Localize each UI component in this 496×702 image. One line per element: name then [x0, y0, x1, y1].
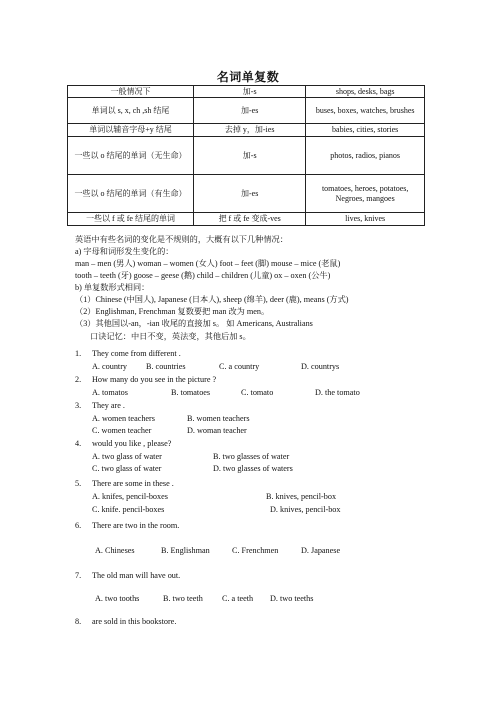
table-cell: 单词以 s, x, ch ,sh 结尾: [68, 98, 194, 124]
question-option: D. countrys: [301, 362, 340, 371]
question-option: D. knives, pencil-box: [270, 505, 341, 514]
question-option: B. two glasses of water: [213, 452, 290, 461]
question-option: C. tomato: [241, 388, 274, 397]
notes-mnemonic: 口诀记忆：中日不变，英法变，其他后加 s。: [90, 332, 251, 341]
question-stem: They come from different .: [92, 349, 181, 358]
question-number: 3.: [75, 401, 82, 410]
notes-section-b: b) 单复数形式相同：: [75, 283, 150, 292]
question-option: C. knife. pencil-boxes: [92, 505, 165, 514]
plural-rules-table: [67, 85, 425, 226]
question-option: C. Frenchmen: [232, 546, 279, 555]
question-option: C. women teacher: [92, 426, 152, 435]
question-stem: How many do you see in the picture ?: [92, 375, 217, 384]
table-cell: photos, radios, pianos: [306, 137, 425, 175]
question-option: D. the tomato: [315, 388, 360, 397]
question-stem: The old man will have out.: [92, 571, 181, 580]
question-option: D. two teeths: [270, 594, 314, 603]
table-cell: 一般情况下: [68, 86, 194, 98]
question-option: A. two tooths: [95, 594, 140, 603]
page-title: 名词单复数: [216, 70, 280, 84]
table-cell: 单词以辅音字母+y 结尾: [68, 124, 194, 137]
notes-line: （3）其他国以-an，-ian 收尾的直接加 s。 如 Americans, Australians: [75, 319, 313, 328]
table-cell: shops, desks, bags: [306, 86, 425, 98]
table-cell: babies, cities, stories: [306, 124, 425, 137]
question-number: 5.: [75, 479, 82, 488]
question-option: A. tomatos: [92, 388, 128, 397]
table-cell: 一些以 o 结尾的单词（有生命）: [68, 175, 194, 213]
question-option: C. a country: [219, 362, 260, 371]
question-option: C. a teeth: [222, 594, 254, 603]
question-option: B. two teeth: [163, 594, 203, 603]
table-cell: 加-s: [194, 86, 306, 98]
table-cell: 一些以 o 结尾的单词（无生命）: [68, 137, 194, 175]
question-stem: would you like , please?: [92, 439, 172, 448]
question-stem: They are .: [92, 401, 125, 410]
question-option: A. two glass of water: [92, 452, 162, 461]
question-option: B. tomatoes: [171, 388, 211, 397]
question-number: 2.: [75, 375, 82, 384]
question-option: B. Englishman: [161, 546, 210, 555]
question-number: 1.: [75, 349, 82, 358]
notes-line: （2）Englishman, Frenchman 复数要把 man 改为 men。: [75, 307, 270, 316]
question-number: 6.: [75, 521, 82, 530]
table-row: [68, 213, 425, 226]
table-row: [68, 86, 425, 98]
question-option: A. Chineses: [95, 546, 135, 555]
table-cell: 加-es: [194, 175, 306, 213]
question-stem: There are two in the room.: [92, 521, 180, 530]
question-stem: are sold in this bookstore.: [92, 617, 177, 626]
question-option: B. women teachers: [187, 414, 250, 423]
question-option: A. knifes, pencil-boxes: [92, 492, 168, 501]
question-option: D. Japanese: [301, 546, 341, 555]
question-option: D. woman teacher: [187, 426, 247, 435]
question-number: 8.: [75, 617, 82, 626]
notes-line: man – men (男人) woman – women (女人) foot – feet (脚) mouse – mice (老鼠): [75, 259, 341, 268]
notes-section-a: a) 字母和词形发生变化的：: [75, 247, 174, 256]
table-row: [68, 124, 425, 137]
table-cell: tomatoes, heroes, potatoes, Negroes, mangoes: [306, 175, 425, 213]
table-cell: 去掉 y，加-ies: [194, 124, 306, 137]
question-option: C. two glass of water: [92, 464, 162, 473]
notes-intro: 英语中有些名词的变化是不规则的，大概有以下几种情况：: [75, 235, 288, 244]
question-option: D. two glasses of waters: [213, 464, 293, 473]
table-row: [68, 137, 425, 175]
table-row: [68, 175, 425, 213]
table-cell: 加-es: [194, 98, 306, 124]
question-number: 4.: [75, 439, 82, 448]
question-number: 7.: [75, 571, 82, 580]
table-cell: buses, boxes, watches, brushes: [306, 98, 425, 124]
notes-line: tooth – teeth (牙) goose – geese (鹅) child – children (儿童) ox – oxen (公牛): [75, 271, 331, 280]
table-cell: 加-s: [194, 137, 306, 175]
question-option: B. countries: [146, 362, 186, 371]
question-option: B. knives, pencil-box: [266, 492, 337, 501]
table-cell: 把 f 或 fe 变成-ves: [194, 213, 306, 226]
question-option: A. women teachers: [92, 414, 155, 423]
table-cell: lives, knives: [306, 213, 425, 226]
question-option: A. country: [92, 362, 128, 371]
table-row: [68, 98, 425, 124]
question-stem: There are some in these .: [92, 479, 174, 488]
notes-line: （1）Chinese (中国人), Japanese (日本人), sheep (绵羊), deer (鹿), means (方式): [75, 295, 349, 304]
table-cell: 一些以 f 或 fe 结尾的单词: [68, 213, 194, 226]
